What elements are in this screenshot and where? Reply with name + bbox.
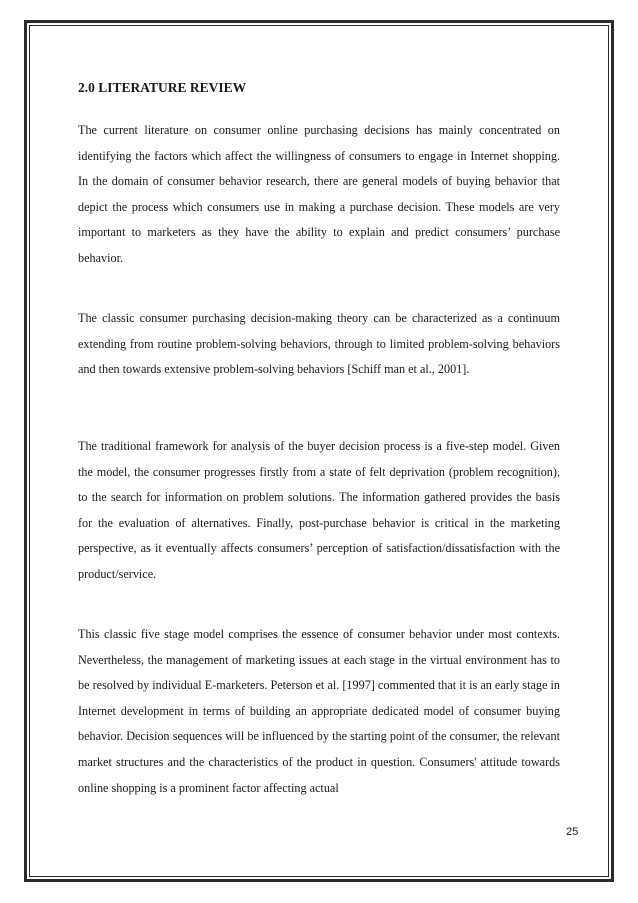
paragraph-4: This classic five stage model comprises the essence of consumer behavior under most contexts. Nevertheless, the management of marketing issues at each stage in the virtual environment has to be resolved by individual E-marketers. Peterson et al. [1997] commented that it is an early stage in Internet development in terms of building an appropriate dedicated model of consumer buying behavior. Decision sequences will be influenced by the starting point of the consumer, the relevant market structures and the characteristics of the product in question. Consumers' attitude towards online shopping is a prominent factor affecting actual bbox=[78, 627, 560, 795]
paragraph-2: The classic consumer purchasing decision-making theory can be characterized as a continuum extending from routine problem-solving behaviors, through to limited problem-solving behaviors and then towards extensive problem-solving behaviors [Schiff man et al., 2001]. bbox=[78, 311, 560, 377]
paragraph-3: The traditional framework for analysis of the buyer decision process is a five-step model. Given the model, the consumer progresses firstly from a state of felt deprivation (problem recognition), to the search for information on problem solutions. The information gathered provides the basis for the evaluation of alternatives. Finally, post-purchase behavior is critical in the marketing perspective, as it eventually affects consumers’ perception of satisfaction/dissatisfaction with the product/service. bbox=[78, 439, 560, 581]
page-number: 25 bbox=[566, 826, 579, 838]
paragraph-1: The current literature on consumer online purchasing decisions has mainly concentrated on identifying the factors which affect the willingness of consumers to engage in Internet shopping. In the domain of consumer behavior research, there are general models of buying behavior that depict the process which consumers use in making a purchase decision. These models are very important to marketers as they have the ability to explain and predict consumers’ purchase behavior. bbox=[78, 123, 560, 265]
section-heading: 2.0 LITERATURE REVIEW bbox=[78, 80, 247, 95]
